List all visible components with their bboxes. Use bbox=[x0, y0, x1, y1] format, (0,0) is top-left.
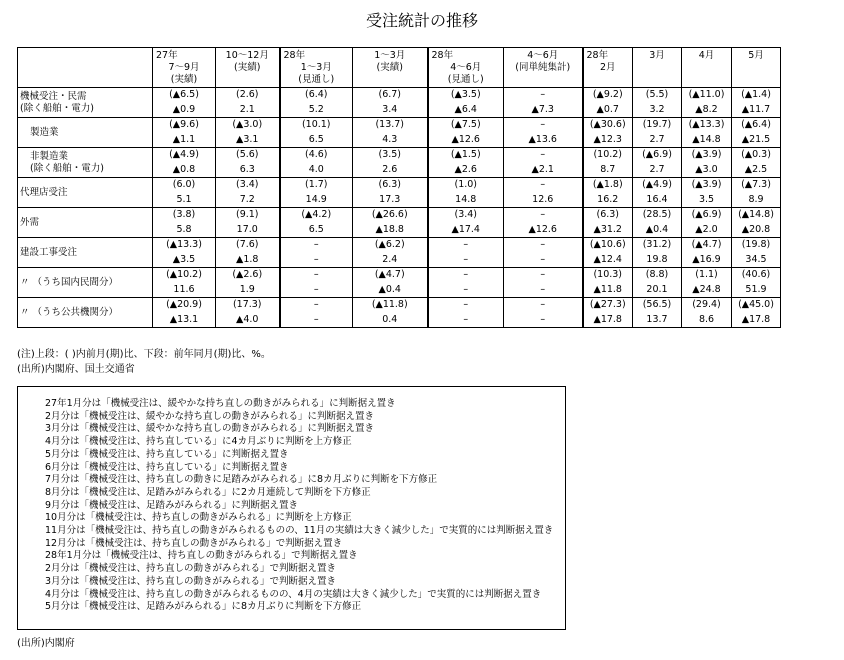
yoy-value-cell: 5.8 bbox=[153, 223, 216, 238]
history-item: 6月分は「機械受注は、持ち直している」に判断据え置き bbox=[45, 461, 289, 473]
yoy-value-cell: 16.4 bbox=[633, 193, 682, 208]
mom-value-cell: (▲4.9) bbox=[633, 178, 682, 193]
yoy-value-cell: ▲2.5 bbox=[732, 163, 781, 178]
header-cell: 10～12月 (実績) bbox=[216, 48, 280, 88]
yoy-value-cell: ▲18.8 bbox=[353, 223, 428, 238]
table-row bbox=[18, 118, 781, 133]
header-blank-cell bbox=[18, 48, 153, 88]
row-label-main: 外需 bbox=[20, 216, 40, 228]
mom-value-cell: (3.5) bbox=[353, 148, 428, 163]
header-cell: 4～6月 (同単純集計) bbox=[504, 48, 583, 88]
yoy-value-cell: ▲0.4 bbox=[633, 223, 682, 238]
mom-value-cell: (3.8) bbox=[153, 208, 216, 223]
mom-value-cell: – bbox=[280, 298, 353, 313]
history-item: 5月分は「機械受注は、持ち直している」に判断据え置き bbox=[45, 448, 289, 460]
table-footnote: (注)上段：( )内前月(期)比、下段：前年同月(期)比、%。 bbox=[17, 349, 271, 360]
mom-value-cell: (▲26.6) bbox=[353, 208, 428, 223]
yoy-value-cell: – bbox=[504, 253, 583, 268]
yoy-value-cell: ▲0.9 bbox=[153, 103, 216, 118]
table-source: (出所)内閣府、国土交通省 bbox=[17, 364, 135, 375]
mom-value-cell: (13.7) bbox=[353, 118, 428, 133]
box-source: (出所)内閣府 bbox=[17, 638, 75, 649]
mom-value-cell: (▲1.8) bbox=[583, 178, 633, 193]
mom-value-cell: (▲3.5) bbox=[428, 88, 504, 103]
mom-value-cell: (▲3.9) bbox=[682, 178, 732, 193]
row-label-sub: (除く船舶・電力) bbox=[30, 162, 104, 174]
history-item: 5月分は「機械受注は、足踏みがみられる」に8カ月ぶりに判断を下方修正 bbox=[45, 601, 362, 613]
table-row bbox=[18, 268, 781, 283]
yoy-value-cell: ▲12.6 bbox=[504, 223, 583, 238]
mom-value-cell: (40.6) bbox=[732, 268, 781, 283]
mom-value-cell: (6.4) bbox=[280, 88, 353, 103]
mom-value-cell: (▲4.7) bbox=[682, 238, 732, 253]
yoy-value-cell: ▲21.5 bbox=[732, 133, 781, 148]
mom-value-cell: (7.6) bbox=[216, 238, 280, 253]
mom-value-cell: (▲6.9) bbox=[682, 208, 732, 223]
yoy-value-cell: ▲0.8 bbox=[153, 163, 216, 178]
mom-value-cell: (4.6) bbox=[280, 148, 353, 163]
yoy-value-cell: ▲0.4 bbox=[353, 283, 428, 298]
mom-value-cell: (1.7) bbox=[280, 178, 353, 193]
yoy-value-cell: ▲31.2 bbox=[583, 223, 633, 238]
mom-value-cell: (▲30.6) bbox=[583, 118, 633, 133]
mom-value-cell: (▲4.9) bbox=[153, 148, 216, 163]
history-item: 4月分は「機械受注は、持ち直している」に4カ月ぶりに判断を上方修正 bbox=[45, 436, 352, 448]
yoy-value-cell: 17.3 bbox=[353, 193, 428, 208]
yoy-value-cell: – bbox=[504, 313, 583, 328]
yoy-value-cell: ▲0.7 bbox=[583, 103, 633, 118]
yoy-value-cell: ▲4.0 bbox=[216, 313, 280, 328]
mom-value-cell: (3.4) bbox=[216, 178, 280, 193]
yoy-value-cell: 2.1 bbox=[216, 103, 280, 118]
header-cell: 28年 4～6月 (見通し) bbox=[428, 48, 504, 88]
row-label bbox=[18, 178, 153, 208]
history-item: 9月分は「機械受注は、足踏みがみられる」に判断据え置き bbox=[45, 499, 299, 511]
yoy-value-cell: 11.6 bbox=[153, 283, 216, 298]
mom-value-cell: (1.0) bbox=[428, 178, 504, 193]
mom-value-cell: (▲1.4) bbox=[732, 88, 781, 103]
mom-value-cell: (▲14.8) bbox=[732, 208, 781, 223]
mom-value-cell: (31.2) bbox=[633, 238, 682, 253]
header-cell: 5月 bbox=[732, 48, 781, 88]
yoy-value-cell: ▲17.4 bbox=[428, 223, 504, 238]
mom-value-cell: (▲1.5) bbox=[428, 148, 504, 163]
yoy-value-cell: 19.8 bbox=[633, 253, 682, 268]
history-item: 2月分は「機械受注は、持ち直しの動きがみられる」で判断据え置き bbox=[45, 563, 337, 575]
history-item: 7月分は「機械受注は、持ち直しの動きに足踏みがみられる」に8カ月ぶりに判断を下方修正 bbox=[45, 474, 438, 486]
yoy-value-cell: ▲3.5 bbox=[153, 253, 216, 268]
history-item: 4月分は「機械受注は、持ち直しの動きがみられるものの、4月の実績は大きく減少した」で実質的には判断据え置き bbox=[45, 588, 542, 600]
mom-value-cell: (▲0.3) bbox=[732, 148, 781, 163]
row-label bbox=[18, 118, 153, 148]
history-item: 27年1月分は「機械受注は、緩やかな持ち直しの動きがみられる」に判断据え置き bbox=[45, 398, 396, 409]
mom-value-cell: (▲10.2) bbox=[153, 268, 216, 283]
mom-value-cell: (▲6.5) bbox=[153, 88, 216, 103]
row-label-main: 機械受注・民需 bbox=[20, 90, 87, 102]
mom-value-cell: (▲4.2) bbox=[280, 208, 353, 223]
yoy-value-cell: ▲2.6 bbox=[428, 163, 504, 178]
history-item: 11月分は「機械受注は、持ち直しの動きがみられるものの、11月の実績は大きく減少した」で実質的には判断据え置き bbox=[45, 525, 554, 537]
yoy-value-cell: 2.4 bbox=[353, 253, 428, 268]
yoy-value-cell: ▲3.0 bbox=[682, 163, 732, 178]
mom-value-cell: – bbox=[504, 268, 583, 283]
yoy-value-cell: 4.3 bbox=[353, 133, 428, 148]
mom-value-cell: (▲11.0) bbox=[682, 88, 732, 103]
yoy-value-cell: ▲2.1 bbox=[504, 163, 583, 178]
yoy-value-cell: ▲11.8 bbox=[583, 283, 633, 298]
row-label bbox=[18, 268, 153, 298]
yoy-value-cell: 3.5 bbox=[682, 193, 732, 208]
row-label bbox=[18, 208, 153, 238]
judgement-history-list bbox=[45, 398, 553, 614]
row-label bbox=[18, 238, 153, 268]
row-label bbox=[18, 148, 153, 178]
row-label bbox=[18, 298, 153, 328]
yoy-value-cell: ▲12.4 bbox=[583, 253, 633, 268]
history-item: 28年1月分は「機械受注は、持ち直しの動きがみられる」で判断据え置き bbox=[45, 550, 358, 562]
mom-value-cell: (▲9.2) bbox=[583, 88, 633, 103]
yoy-value-cell: ▲11.7 bbox=[732, 103, 781, 118]
yoy-value-cell: – bbox=[280, 313, 353, 328]
yoy-value-cell: – bbox=[428, 283, 504, 298]
yoy-value-cell: 14.8 bbox=[428, 193, 504, 208]
mom-value-cell: – bbox=[428, 238, 504, 253]
yoy-value-cell: 8.9 bbox=[732, 193, 781, 208]
table-row bbox=[18, 208, 781, 223]
yoy-value-cell: ▲17.8 bbox=[732, 313, 781, 328]
mom-value-cell: – bbox=[504, 208, 583, 223]
yoy-value-cell: ▲12.3 bbox=[583, 133, 633, 148]
mom-value-cell: (▲3.9) bbox=[682, 148, 732, 163]
mom-value-cell: (6.0) bbox=[153, 178, 216, 193]
table-row bbox=[18, 298, 781, 313]
yoy-value-cell: ▲6.4 bbox=[428, 103, 504, 118]
row-label-main: 非製造業 bbox=[30, 150, 69, 162]
row-label-main: 〃 （うち公共機関分） bbox=[20, 306, 119, 318]
mom-value-cell: – bbox=[504, 118, 583, 133]
mom-value-cell: (▲7.3) bbox=[732, 178, 781, 193]
mom-value-cell: (▲11.8) bbox=[353, 298, 428, 313]
yoy-value-cell: 6.5 bbox=[280, 223, 353, 238]
table-row bbox=[18, 178, 781, 193]
yoy-value-cell: 16.2 bbox=[583, 193, 633, 208]
yoy-value-cell: – bbox=[504, 283, 583, 298]
row-label-main: 〃 （うち国内民間分） bbox=[20, 276, 119, 288]
mom-value-cell: (5.6) bbox=[216, 148, 280, 163]
mom-value-cell: – bbox=[504, 238, 583, 253]
yoy-value-cell: 8.6 bbox=[682, 313, 732, 328]
order-statistics-table bbox=[17, 47, 781, 328]
yoy-value-cell: 5.2 bbox=[280, 103, 353, 118]
yoy-value-cell: ▲8.2 bbox=[682, 103, 732, 118]
mom-value-cell: (56.5) bbox=[633, 298, 682, 313]
yoy-value-cell: 2.6 bbox=[353, 163, 428, 178]
mom-value-cell: – bbox=[504, 148, 583, 163]
yoy-value-cell: 0.4 bbox=[353, 313, 428, 328]
mom-value-cell: (28.5) bbox=[633, 208, 682, 223]
yoy-value-cell: 3.4 bbox=[353, 103, 428, 118]
yoy-value-cell: 1.9 bbox=[216, 283, 280, 298]
history-item: 3月分は「機械受注は、持ち直しの動きがみられる」で判断据え置き bbox=[45, 575, 337, 587]
history-item: 8月分は「機械受注は、足踏みがみられる」に2カ月連続して判断を下方修正 bbox=[45, 486, 371, 498]
mom-value-cell: – bbox=[280, 238, 353, 253]
mom-value-cell: (17.3) bbox=[216, 298, 280, 313]
yoy-value-cell: 14.9 bbox=[280, 193, 353, 208]
mom-value-cell: (1.1) bbox=[682, 268, 732, 283]
yoy-value-cell: – bbox=[280, 283, 353, 298]
mom-value-cell: (▲6.4) bbox=[732, 118, 781, 133]
row-label bbox=[18, 88, 153, 118]
yoy-value-cell: 2.7 bbox=[633, 133, 682, 148]
header-cell: 4月 bbox=[682, 48, 732, 88]
yoy-value-cell: 17.0 bbox=[216, 223, 280, 238]
mom-value-cell: (▲4.7) bbox=[353, 268, 428, 283]
yoy-value-cell: – bbox=[428, 313, 504, 328]
yoy-value-cell: ▲17.8 bbox=[583, 313, 633, 328]
row-label-sub: (除く船舶・電力) bbox=[20, 102, 94, 114]
row-label-main: 建設工事受注 bbox=[20, 246, 78, 258]
yoy-value-cell: ▲2.0 bbox=[682, 223, 732, 238]
yoy-value-cell: 2.7 bbox=[633, 163, 682, 178]
mom-value-cell: – bbox=[504, 178, 583, 193]
yoy-value-cell: 12.6 bbox=[504, 193, 583, 208]
mom-value-cell: (5.5) bbox=[633, 88, 682, 103]
yoy-value-cell: ▲12.6 bbox=[428, 133, 504, 148]
yoy-value-cell: 7.2 bbox=[216, 193, 280, 208]
mom-value-cell: (19.8) bbox=[732, 238, 781, 253]
mom-value-cell: (2.6) bbox=[216, 88, 280, 103]
mom-value-cell: (▲45.0) bbox=[732, 298, 781, 313]
table-header-row bbox=[18, 48, 781, 88]
yoy-value-cell: – bbox=[428, 253, 504, 268]
yoy-value-cell: 20.1 bbox=[633, 283, 682, 298]
yoy-value-cell: ▲24.8 bbox=[682, 283, 732, 298]
yoy-value-cell: 3.2 bbox=[633, 103, 682, 118]
yoy-value-cell: ▲16.9 bbox=[682, 253, 732, 268]
mom-value-cell: (▲3.0) bbox=[216, 118, 280, 133]
header-cell: 27年 7～9月 (実績) bbox=[153, 48, 216, 88]
yoy-value-cell: ▲20.8 bbox=[732, 223, 781, 238]
table-row bbox=[18, 148, 781, 163]
yoy-value-cell: ▲14.8 bbox=[682, 133, 732, 148]
yoy-value-cell: ▲1.1 bbox=[153, 133, 216, 148]
mom-value-cell: (▲9.6) bbox=[153, 118, 216, 133]
mom-value-cell: (6.7) bbox=[353, 88, 428, 103]
mom-value-cell: – bbox=[428, 298, 504, 313]
mom-value-cell: (▲10.6) bbox=[583, 238, 633, 253]
mom-value-cell: (▲27.3) bbox=[583, 298, 633, 313]
yoy-value-cell: 4.0 bbox=[280, 163, 353, 178]
header-cell: 28年 2月 bbox=[583, 48, 633, 88]
mom-value-cell: (▲2.6) bbox=[216, 268, 280, 283]
yoy-value-cell: ▲13.1 bbox=[153, 313, 216, 328]
mom-value-cell: (8.8) bbox=[633, 268, 682, 283]
mom-value-cell: (10.1) bbox=[280, 118, 353, 133]
mom-value-cell: (▲6.9) bbox=[633, 148, 682, 163]
mom-value-cell: (6.3) bbox=[583, 208, 633, 223]
yoy-value-cell: 13.7 bbox=[633, 313, 682, 328]
mom-value-cell: (19.7) bbox=[633, 118, 682, 133]
mom-value-cell: (▲6.2) bbox=[353, 238, 428, 253]
mom-value-cell: (▲7.5) bbox=[428, 118, 504, 133]
row-label-main: 代理店受注 bbox=[20, 186, 68, 198]
header-cell: 1～3月 (実績) bbox=[353, 48, 428, 88]
mom-value-cell: – bbox=[280, 268, 353, 283]
history-item: 3月分は「機械受注は、緩やかな持ち直しの動きがみられる」に判断据え置き bbox=[45, 423, 375, 435]
yoy-value-cell: ▲7.3 bbox=[504, 103, 583, 118]
yoy-value-cell: 6.3 bbox=[216, 163, 280, 178]
mom-value-cell: (29.4) bbox=[682, 298, 732, 313]
mom-value-cell: (▲20.9) bbox=[153, 298, 216, 313]
mom-value-cell: (▲13.3) bbox=[153, 238, 216, 253]
mom-value-cell: (10.3) bbox=[583, 268, 633, 283]
yoy-value-cell: 6.5 bbox=[280, 133, 353, 148]
mom-value-cell: – bbox=[428, 268, 504, 283]
row-label-main: 製造業 bbox=[30, 126, 59, 138]
table-body bbox=[18, 88, 781, 328]
yoy-value-cell: 51.9 bbox=[732, 283, 781, 298]
table-row bbox=[18, 238, 781, 253]
yoy-value-cell: 8.7 bbox=[583, 163, 633, 178]
header-cell: 3月 bbox=[633, 48, 682, 88]
mom-value-cell: – bbox=[504, 88, 583, 103]
yoy-value-cell: – bbox=[280, 253, 353, 268]
judgement-history-box bbox=[17, 386, 566, 630]
mom-value-cell: (6.3) bbox=[353, 178, 428, 193]
yoy-value-cell: ▲3.1 bbox=[216, 133, 280, 148]
yoy-value-cell: ▲13.6 bbox=[504, 133, 583, 148]
table-row bbox=[18, 88, 781, 103]
yoy-value-cell: 5.1 bbox=[153, 193, 216, 208]
mom-value-cell: – bbox=[504, 298, 583, 313]
history-item: 12月分は「機械受注は、持ち直しの動きがみられる」で判断据え置き bbox=[45, 537, 343, 549]
mom-value-cell: (▲13.3) bbox=[682, 118, 732, 133]
history-item: 10月分は「機械受注は、持ち直しの動きがみられる」に判断を上方修正 bbox=[45, 512, 352, 524]
history-item: 2月分は「機械受注は、緩やかな持ち直しの動きがみられる」に判断据え置き bbox=[45, 410, 375, 422]
mom-value-cell: (9.1) bbox=[216, 208, 280, 223]
yoy-value-cell: ▲1.8 bbox=[216, 253, 280, 268]
mom-value-cell: (3.4) bbox=[428, 208, 504, 223]
mom-value-cell: (10.2) bbox=[583, 148, 633, 163]
header-cell: 28年 1～3月 (見通し) bbox=[280, 48, 353, 88]
yoy-value-cell: 34.5 bbox=[732, 253, 781, 268]
page-title: 受注統計の推移 bbox=[365, 11, 478, 30]
